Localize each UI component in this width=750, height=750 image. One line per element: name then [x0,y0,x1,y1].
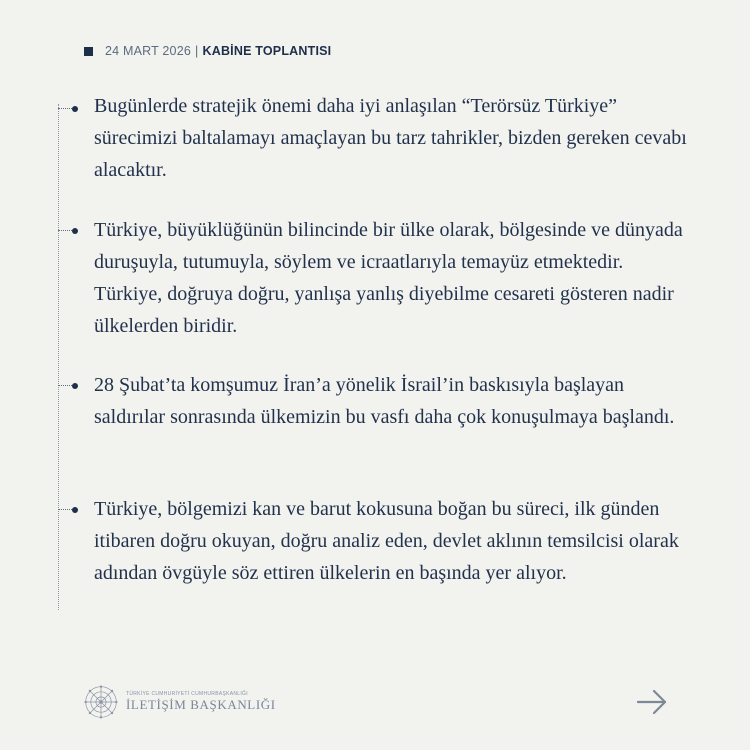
paragraph-3: 28 Şubat’ta komşumuz İran’a yönelik İsrail’in baskısıyla başlayan saldırılar sonrasında ülkemizin bu vasfı daha çok konuşulmaya başlandı. [94,374,675,428]
bullet-marker [56,507,80,513]
bullet-marker [56,228,80,234]
bullet-marker [56,106,80,112]
logo-main-text: İLETİŞİM BAŞKANLIĞI [126,697,276,712]
bullet-dot-icon [72,383,78,389]
logo [84,685,276,719]
bullet-dot-icon [72,106,78,112]
header-label: KABİNE TOPLANTISI [202,44,332,58]
timeline-line [58,104,59,610]
square-icon [84,47,93,56]
header [84,44,331,58]
logo-small-text: TÜRKİYE CUMHURİYETİ CUMHURBAŞKANLIĞI [126,691,248,697]
emblem-icon [84,685,118,719]
paragraph-1: Bugünlerde stratejik önemi daha iyi anlaşılan “Terörsüz Türkiye” sürecimizi baltalamayı amaçlayan bu tarz tahrikler, bizden gereken cevabı alacaktır. [94,95,687,181]
header-date: 24 MART 2026 [105,44,192,58]
header-separator: | [195,44,199,58]
bullet-dot-icon [72,228,78,234]
arrow-right-icon[interactable] [636,688,668,716]
paragraph-4: Türkiye, bölgemizi kan ve barut kokusuna boğan bu süreci, ilk günden itibaren doğru okuyan, doğru analiz eden, devlet aklının temsilcisi olarak adından övgüyle söz ettiren ülkelerin en başında yer alıyor. [94,498,679,584]
paragraph-2: Türkiye, büyüklüğünün bilincinde bir ülke olarak, bölgesinde ve dünyada duruşuyla, tutumuyla, söylem ve icraatlarıyla temayüz etmektedir. Türkiye, doğruya doğru, yanlışa yanlış diyebilme cesareti gösteren nadir ülkelerden biridir. [94,219,683,337]
bullet-dot-icon [72,507,78,513]
bullet-marker [56,383,80,389]
